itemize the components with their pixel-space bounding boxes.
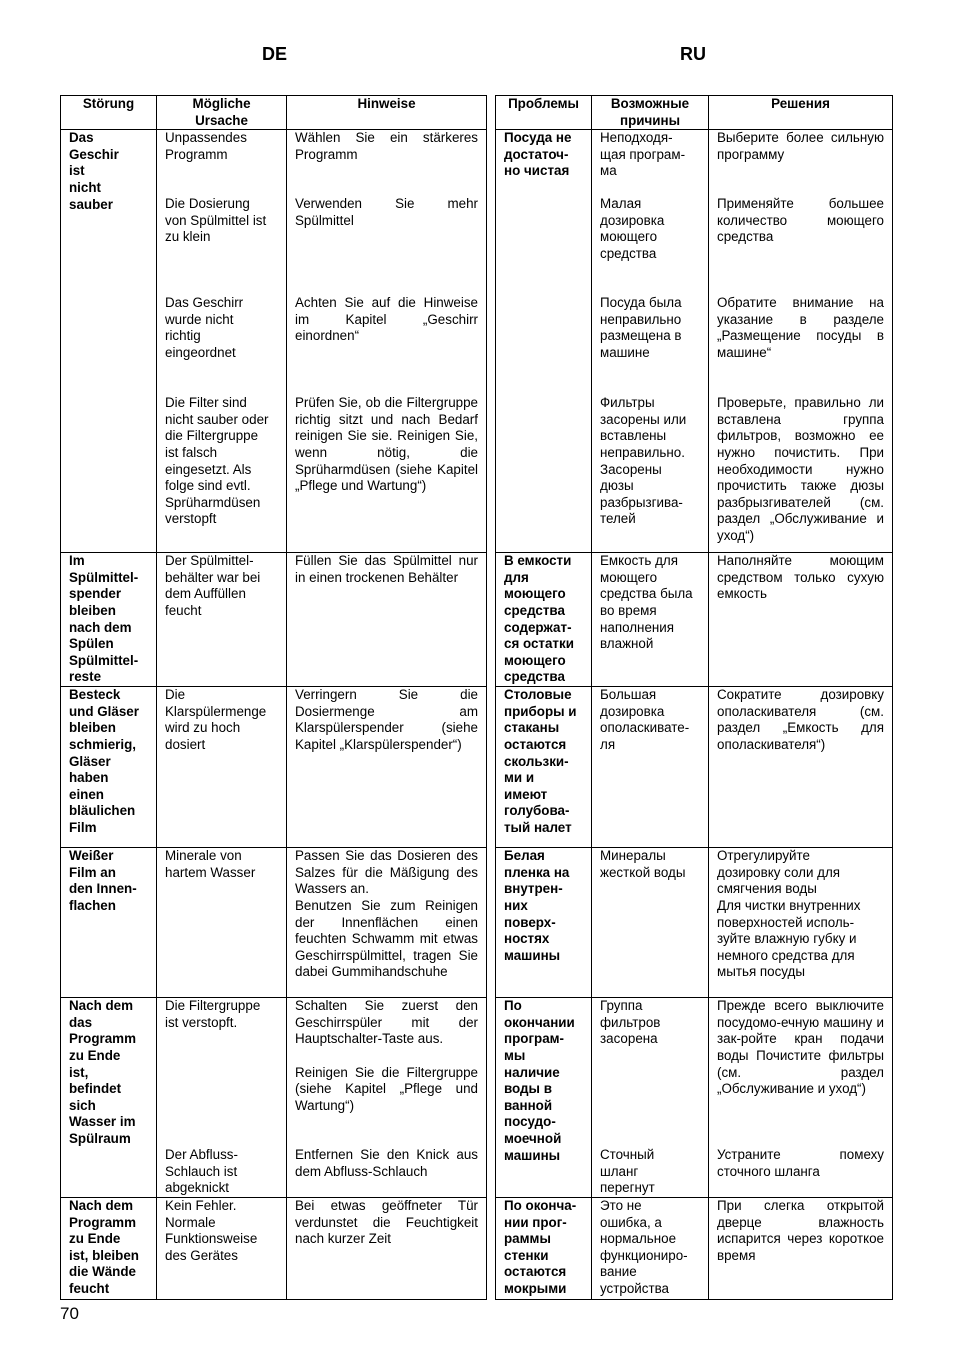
hint-cell: Наполняйте моющим средством только сухую емкость [709, 553, 893, 687]
cause-text: Die Filter sind nicht sauber oder die Filtergruppe ist falsch eingesetzt. Als folge sind evtl. Sprüharmdüsen verstopft [165, 395, 269, 527]
cause-text: Der Abfluss- Schlauch ist abgeknickt [165, 1147, 238, 1196]
table-row [496, 130, 893, 553]
hint-text: Prüfen Sie, ob die Filtergruppe richtig sitzt und nach Bedarf reinigen Sie sie. Reinigen Sie, wenn nötig, die Sprüharmdüsen (siehe Kapitel „Pflege und Wartung“) [295, 395, 478, 494]
hint-cell: Отрегулируйте дозировку соли для смягчения воды Для чистки внутренних поверхностей исполь- зуйте влажную губку и немного средства для мытья посуды [709, 848, 893, 998]
hint-cell [709, 998, 893, 1198]
cause-cell [592, 130, 709, 553]
column-header: Mögliche Ursache [157, 96, 287, 130]
hint-text: Прежде всего выключите посудомо-ечную машину и зак-ройте кран подачи воды Почистите фильтры (см. раздел „Обслуживание и уход“) [717, 998, 884, 1097]
hint-text: Устраните помеху сточного шланга [717, 1147, 884, 1179]
problem-cell: Im Spülmittel- spender bleiben nach dem Spülen Spülmittel- reste [61, 553, 157, 687]
cause-cell: Это не ошибка, а нормальное функциониро- вание устройства [592, 1197, 709, 1299]
page-number: 70 [60, 1304, 79, 1323]
hint-cell: Сократите дозировку ополаскивателя (см. раздел „Емкость для ополаскивателя“) [709, 687, 893, 848]
cause-text: Малая дозировка моющего средства [600, 196, 665, 261]
column-header: Проблемы [496, 96, 592, 130]
hint-cell: Füllen Sie das Spülmittel nur in einen trockenen Behälter [287, 553, 487, 687]
table-row [496, 998, 893, 1198]
cause-cell: Der Spülmittel- behälter war bei dem Auffüllen feucht [157, 553, 287, 687]
problem-cell: Nach dem das Programm zu Ende ist, befindet sich Wasser im Spülraum [61, 998, 157, 1198]
hint-cell: При слегка открытой дверце влажность испарится через короткое время [709, 1197, 893, 1299]
cause-cell: Минералы жесткой воды [592, 848, 709, 998]
cause-cell: Большая дозировка ополаскивате- ля [592, 687, 709, 848]
cause-cell [157, 998, 287, 1198]
cause-cell [592, 998, 709, 1198]
table-row [496, 687, 893, 848]
table-row [496, 848, 893, 998]
cause-text: Сточный шланг перегнут [600, 1147, 655, 1196]
language-heading-ru: RU [680, 44, 706, 64]
table-header-row [61, 96, 487, 130]
table-row [61, 553, 487, 687]
table-row [496, 1197, 893, 1299]
cause-text: Посуда была неправильно размещена в машине [600, 295, 682, 360]
problem-cell: По окончании програм- мы наличие воды в ванной посудо- моечной машины [496, 998, 592, 1198]
table-header-row [496, 96, 893, 130]
problem-cell: Nach dem Programm zu Ende ist, bleiben die Wände feucht [61, 1197, 157, 1299]
hint-cell: Passen Sie das Dosieren des Salzes für die Mäßigung des Wassers an. Benutzen Sie zum Reinigen der Innenflächen einen feuchten Schwamm mit etwas Geschirrspülmittel, tragen Sie dabei Gummihandschuhe [287, 848, 487, 998]
problem-cell: По оконча- нии прог- раммы стенки остаются мокрыми [496, 1197, 592, 1299]
problem-cell: Besteck und Gläser bleiben schmierig, Gläser haben einen bläulichen Film [61, 687, 157, 848]
troubleshooting-table-ru [495, 95, 893, 1300]
cause-text: Das Geschirr wurde nicht richtig eingeordnet [165, 295, 244, 360]
problem-cell: Столовые приборы и стаканы остаются скользки- ми и имеют голубова- тый налет [496, 687, 592, 848]
hint-cell [287, 998, 487, 1198]
table-row [61, 848, 487, 998]
hint-cell: Bei etwas geöffneter Tür verdunstet die Feuchtigkeit nach kurzer Zeit [287, 1197, 487, 1299]
hint-cell: Verringern Sie die Dosiermenge am Klarspülerspender (siehe Kapitel „Klarspülerspender“) [287, 687, 487, 848]
cause-cell: Kein Fehler. Normale Funktionsweise des Gerätes [157, 1197, 287, 1299]
problem-cell: Weißer Film an den Innen- flachen [61, 848, 157, 998]
column-header: Störung [61, 96, 157, 130]
troubleshooting-table-de [60, 95, 487, 1300]
cause-text: Unpassendes Programm [165, 130, 247, 162]
hint-text: Wählen Sie ein stärkeres Programm [295, 130, 478, 162]
cause-text: Фильтры засорены или вставлены неправильно. Засорены дюзы разбрызгива- телей [600, 395, 687, 527]
cause-text: Неподходя- щая програм- ма [600, 130, 686, 179]
cause-cell: Minerale von hartem Wasser [157, 848, 287, 998]
problem-cell: Das Geschir ist nicht sauber [61, 130, 157, 553]
table-row [61, 687, 487, 848]
hint-text: Выберите более сильную программу [717, 130, 884, 162]
hint-text: Verwenden Sie mehr Spülmittel [295, 196, 478, 228]
cause-text: Группа фильтров засорена [600, 998, 661, 1047]
hint-text: Schalten Sie zuerst den Geschirrspüler mit der Hauptschalter-Taste aus. Reinigen Sie die Filtergruppe (siehe Kapitel „Pflege und Wartung“) [295, 998, 478, 1113]
cause-cell: Емкость для моющего средства была во время наполнения влажной [592, 553, 709, 687]
table-row [61, 1197, 487, 1299]
problem-cell: В емкости для моющего средства содержат- ся остатки моющего средства [496, 553, 592, 687]
cause-text: Die Filtergruppe ist verstopft. [165, 998, 261, 1030]
hint-text: Применяйте большее количество моющего средства [717, 196, 884, 245]
cause-text: Die Dosierung von Spülmittel ist zu klein [165, 196, 267, 245]
hint-text: Achten Sie auf die Hinweise im Kapitel „Geschirr einordnen“ [295, 295, 478, 344]
hint-text: Entfernen Sie den Knick aus dem Abfluss-Schlauch [295, 1147, 478, 1179]
table-row [61, 130, 487, 553]
table-row [61, 998, 487, 1198]
cause-cell [157, 130, 287, 553]
hint-text: Обратите внимание на указание в разделе „Размещение посуды в машине“ [717, 295, 884, 360]
language-heading-de: DE [262, 44, 288, 64]
column-header: Возможные причины [592, 96, 709, 130]
problem-cell: Белая пленка на внутрен- них поверх- ностях машины [496, 848, 592, 998]
column-header: Hinweise [287, 96, 487, 130]
cause-cell: Die Klarspülermenge wird zu hoch dosiert [157, 687, 287, 848]
hint-cell [287, 130, 487, 553]
column-header: Решения [709, 96, 893, 130]
hint-cell [709, 130, 893, 553]
hint-text: Проверьте, правильно ли вставлена группа фильтров, возможно ее нужно почистить. При необходимости нужно прочистить также дюзы разбрызгивателей (см. раздел „Обслуживание и уход“) [717, 395, 884, 543]
table-row [496, 553, 893, 687]
problem-cell: Посуда не достаточ- но чистая [496, 130, 592, 553]
